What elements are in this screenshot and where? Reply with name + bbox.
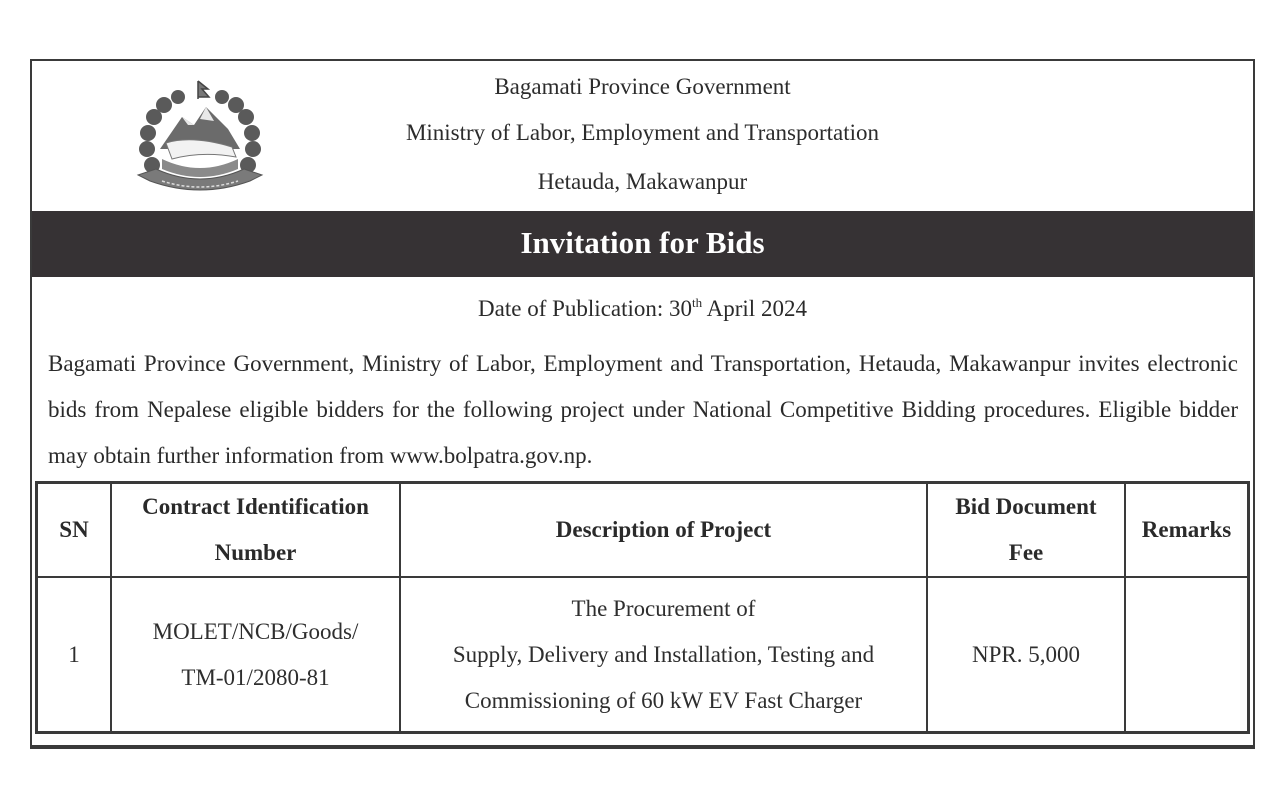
cell-description-line2: Supply, Delivery and Installation, Testing and <box>452 641 875 667</box>
notice-title-banner <box>32 211 1253 277</box>
invitation-paragraph: Bagamati Province Government, Ministry of Labor, Employment and Transportation, Hetauda, Makawanpur invites electronic bids from Nepalese eligible bidders for the following project under National Competitive Bidding procedures. Eligible bidder may obtain further information from www.bolpatra.gov.np. <box>48 351 1238 468</box>
notice-frame <box>30 59 1255 749</box>
header-contract-id-line2: Number <box>214 540 297 565</box>
header-contract-id-line1: Contract Identification <box>142 494 369 519</box>
header-remarks: Remarks <box>1125 483 1249 578</box>
header-contract-id <box>111 483 400 578</box>
publication-month-year: April 2024 <box>702 296 807 321</box>
header-description: Description of Project <box>400 483 927 578</box>
bids-table <box>35 481 1250 734</box>
notice-header <box>32 61 1253 211</box>
cell-remarks <box>1125 577 1249 733</box>
header-fee <box>927 483 1125 578</box>
cell-description-line1: The Procurement of <box>571 595 756 621</box>
header-fee-line2: Fee <box>1008 540 1044 565</box>
table-header-row <box>37 483 1249 578</box>
header-location: Hetauda, Makawanpur <box>537 169 748 194</box>
publication-date <box>32 297 1253 320</box>
cell-contract-id-line1: MOLET/NCB/Goods/ <box>152 618 359 644</box>
header-ministry: Ministry of Labor, Employment and Transportation <box>405 120 880 145</box>
cell-description <box>400 577 927 733</box>
header-fee-line1: Bid Document <box>955 494 1097 519</box>
header-sn: SN <box>37 483 112 578</box>
header-province: Bagamati Province Government <box>494 74 791 99</box>
publication-day-suffix: th <box>692 295 703 310</box>
cell-contract-id-line2: TM-01/2080-81 <box>181 664 330 690</box>
cell-contract-id <box>111 577 400 733</box>
publication-label: Date of Publication: <box>478 296 670 321</box>
cell-fee: NPR. 5,000 <box>927 577 1125 733</box>
cell-description-line3: Commissioning of 60 kW EV Fast Charger <box>464 687 863 713</box>
notice-title: Invitation for Bids <box>520 225 765 260</box>
cell-sn: 1 <box>37 577 112 733</box>
publication-day: 30 <box>669 296 693 321</box>
table-row <box>37 577 1249 733</box>
